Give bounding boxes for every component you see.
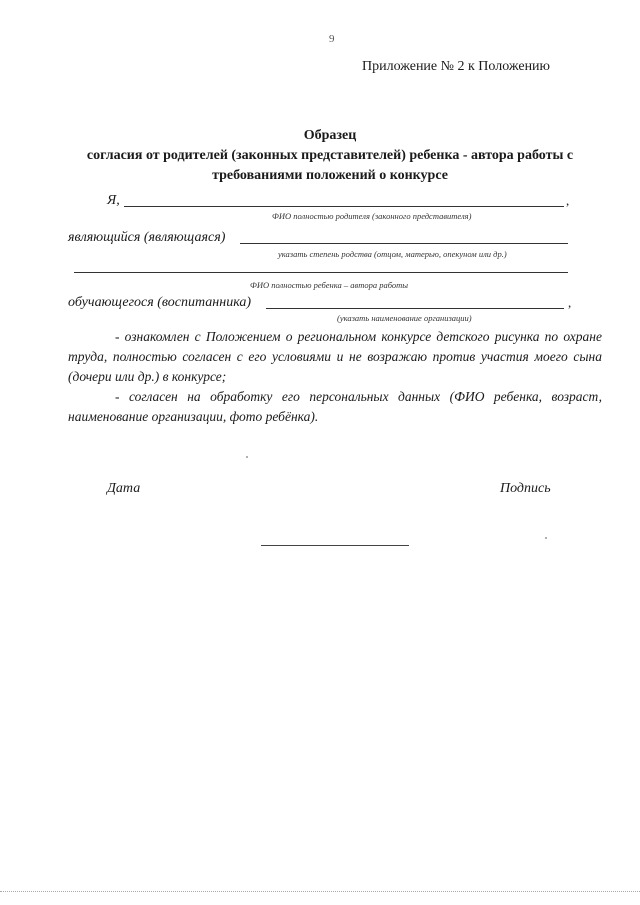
consent-paragraph-2: - согласен на обработку его персональных данных (ФИО ребенка, возраст, наименование организации, фото ребёнка). (68, 389, 602, 424)
scan-speck (545, 537, 547, 539)
being-label: являющийся (являющаяся) (68, 230, 226, 245)
title-line-2: согласия от родителей (законных представителей) ребенка - автора работы с (86, 148, 574, 163)
appendix-heading: Приложение № 2 к Положению (362, 59, 551, 74)
organization-hint: (указать наименование организации) (337, 313, 472, 323)
scan-speck (246, 456, 248, 458)
title-line-3: требованиями положений о конкурсе (212, 168, 448, 183)
child-name-line[interactable] (74, 272, 568, 273)
parent-name-line[interactable] (124, 206, 564, 207)
page-number: 9 (329, 33, 335, 45)
child-name-hint: ФИО полностью ребенка – автора работы (250, 280, 409, 290)
organization-line[interactable] (266, 308, 564, 309)
student-label: обучающегося (воспитанника) (68, 295, 252, 310)
relation-line[interactable] (240, 243, 568, 244)
comma: , (566, 193, 570, 208)
scan-edge (0, 891, 640, 892)
date-label: Дата (107, 481, 141, 496)
title-line-1: Образец (303, 128, 357, 143)
signature-label: Подпись (500, 481, 551, 496)
ya-label: Я, (107, 193, 120, 208)
signature-line[interactable] (261, 545, 409, 546)
parent-name-hint: ФИО полностью родителя (законного представителя) (272, 211, 472, 221)
document-title (40, 126, 620, 186)
consent-text (68, 327, 602, 427)
comma: , (568, 295, 572, 310)
relation-hint: указать степень родства (отцом, матерью, опекуном или др.) (278, 249, 507, 259)
consent-paragraph-1: - ознакомлен с Положением о региональном конкурсе детского рисунка по охране труда, полностью согласен с его условиями и не возражаю против участия моего сына (дочери или др.) в конкурсе; (68, 329, 602, 384)
